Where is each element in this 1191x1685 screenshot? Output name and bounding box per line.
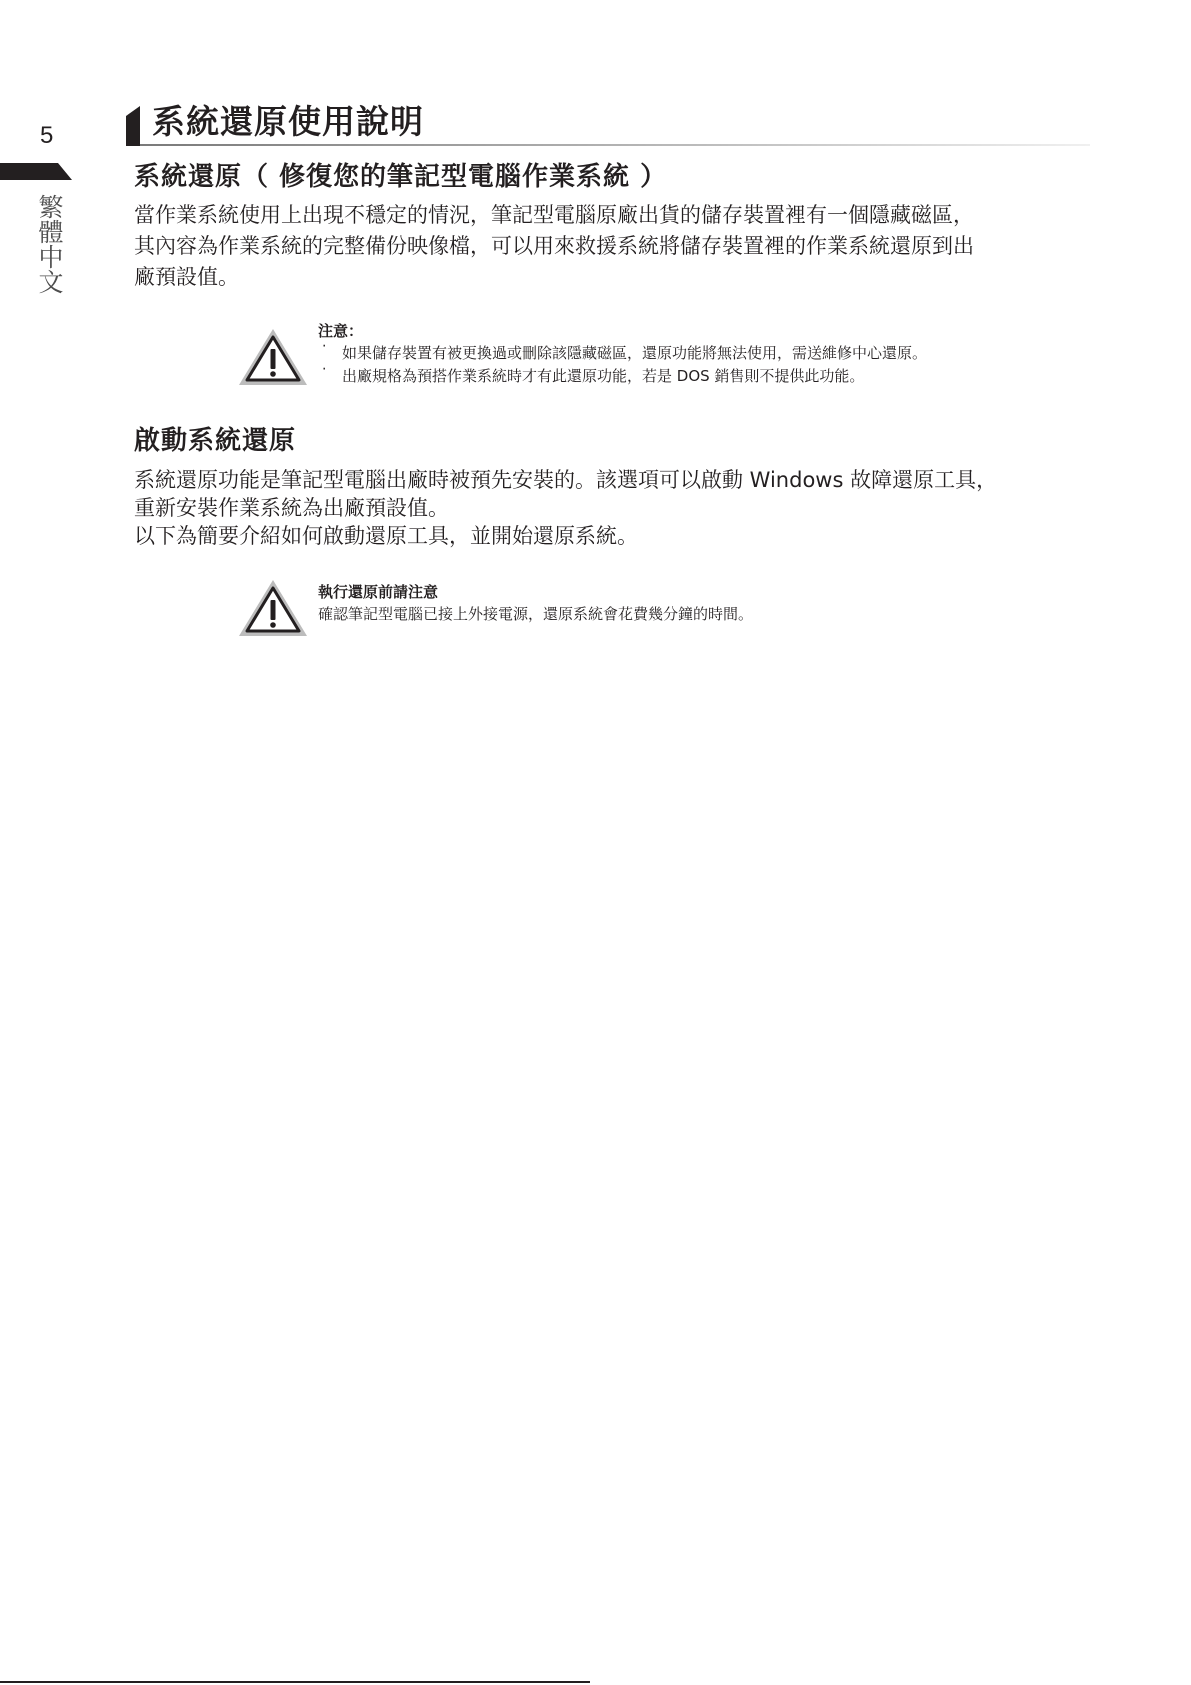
section-1-paragraph [134,200,1074,293]
page-title: 系統還原使用說明 [152,102,424,141]
note-box-caution [318,320,1078,388]
note-text: 確認筆記型電腦已接上外接電源，還原系統會花費幾分鐘的時間。 [318,605,754,623]
section-heading-start-restore: 啟動系統還原 [134,426,297,456]
note-box-before-restore [318,581,1078,626]
paragraph-line: 當作業系統使用上出現不穩定的情況，筆記型電腦原廠出貨的儲存裝置裡有一個隱藏磁區， [134,203,974,227]
note-item [318,339,1078,365]
note-title: 執行還原前請注意 [318,583,439,601]
paragraph-line: 系統還原功能是筆記型電腦出廠時被預先安裝的。該選項可以啟動 Windows 故障還原工具， [134,468,998,492]
bullet-dot: ‧ [322,362,327,378]
language-tab-marker [0,163,72,180]
note-title: 注意： [318,322,364,340]
page-number: 5 [40,122,54,149]
note-item-text: 如果儲存裝置有被更換過或刪除該隱藏磁區，還原功能將無法使用，需送維修中心還原。 [342,344,928,362]
note-item-text: 出廠規格為預搭作業系統時才有此還原功能，若是 DOS 銷售則不提供此功能。 [342,367,865,385]
paragraph-line: 重新安裝作業系統為出廠預設值。 [134,496,449,520]
bullet-dot: ‧ [322,339,327,355]
section-2-paragraph [134,466,1074,550]
title-marker [126,106,140,146]
section-heading-system-restore: 系統還原（ 修復您的筆記型電腦作業系統 ） [134,162,668,192]
paragraph-line: 以下為簡要介紹如何啟動還原工具，並開始還原系統。 [134,524,638,548]
footer-divider [0,1681,590,1683]
note-list [318,339,1078,388]
note-item [318,362,1078,388]
warning-icon [237,578,309,638]
side-language-label: 繁體中文 [35,194,64,294]
warning-icon [237,327,309,387]
paragraph-line: 其內容為作業系統的完整備份映像檔，可以用來救援系統將儲存裝置裡的作業系統還原到出 [134,234,974,258]
title-divider [140,144,1090,146]
paragraph-line: 廠預設值。 [134,265,239,289]
